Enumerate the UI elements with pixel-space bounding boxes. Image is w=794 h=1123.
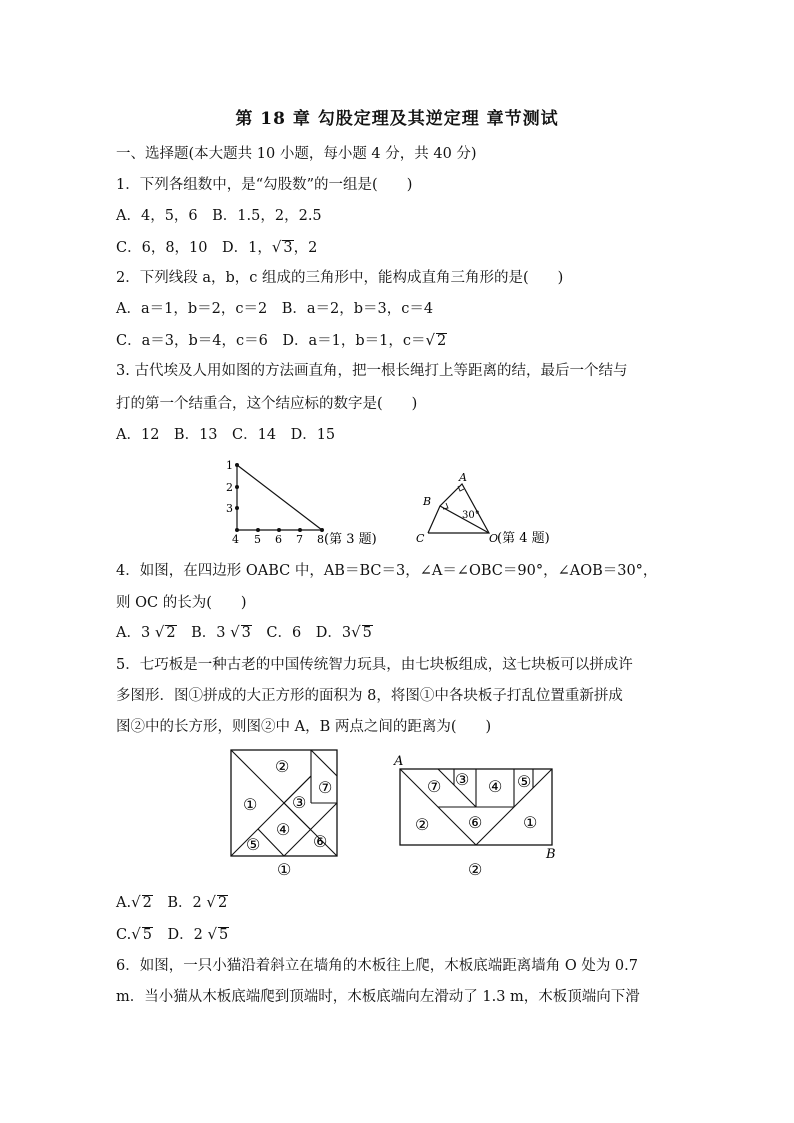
question-2-options-ab: A．a＝1，b＝2，c＝2 B．a＝2，b＝3，c＝4 bbox=[116, 301, 434, 317]
sqrt-sign: √ bbox=[131, 925, 141, 943]
q1-radicand: 3 bbox=[283, 240, 293, 256]
question-2-stem: 2．下列线段 a，b，c 组成的三角形中，能构成直角三角形的是( ) bbox=[116, 270, 564, 286]
sqrt-sign: √ bbox=[425, 331, 436, 349]
sqrt-sign: √ bbox=[154, 623, 165, 641]
sqrt-sign: √ bbox=[271, 238, 282, 256]
tangram1-piece-5: ⑤ bbox=[246, 835, 261, 854]
tangram1-piece-6: ⑥ bbox=[313, 832, 328, 851]
tangram1-piece-4: ④ bbox=[276, 820, 291, 839]
question-1-stem: 1．下列各组数中，是“勾股数”的一组是( ) bbox=[116, 177, 413, 193]
fig4-label-c: C bbox=[416, 532, 425, 545]
q2-option-cd-text: C．a＝3，b＝4，c＝6 D．a＝1，b＝1，c＝ bbox=[116, 333, 426, 349]
q5-radicand-d: 5 bbox=[219, 927, 229, 943]
question-1-options-ab: A．4，5，6 B．1.5，2，2.5 bbox=[116, 208, 322, 224]
fig4-label-b: B bbox=[423, 495, 432, 508]
tangram2-point-b: B bbox=[546, 847, 556, 862]
fig4-label-o: O bbox=[489, 532, 499, 545]
section-heading: 一、选择题(本大题共 10 小题，每小题 4 分，共 40 分) bbox=[116, 146, 477, 162]
q4-radicand-a: 2 bbox=[166, 625, 176, 641]
tangram2-piece-6: ⑥ bbox=[468, 813, 483, 832]
q2-radicand: 2 bbox=[437, 333, 447, 349]
tangram2-caption: ② bbox=[468, 860, 483, 879]
question-5-stem-line1: 5．七巧板是一种古老的中国传统智力玩具，由七块板组成，这七块板可以拼成许 bbox=[116, 657, 633, 673]
question-1-options-cd bbox=[116, 237, 317, 258]
fig3-label-2: 2 bbox=[226, 481, 233, 494]
fig3-caption: (第 3 题) bbox=[324, 532, 377, 547]
tangram2-point-a: A bbox=[394, 754, 404, 769]
tangram2-piece-1: ① bbox=[523, 813, 538, 832]
tangram-figure-1 bbox=[229, 748, 344, 878]
q5-option-d: D．2 bbox=[152, 927, 208, 943]
question-4-options bbox=[116, 622, 373, 643]
q4-option-cd: C．6 D．3 bbox=[251, 625, 352, 641]
tangram2-piece-2: ② bbox=[415, 815, 430, 834]
q4-radicand-b: 3 bbox=[241, 625, 251, 641]
fig3-label-7: 7 bbox=[296, 533, 303, 546]
sqrt-sign: √ bbox=[131, 893, 141, 911]
sqrt-sign: √ bbox=[230, 623, 240, 641]
question-3-options: A．12 B．13 C．14 D．15 bbox=[116, 427, 336, 443]
fig3-label-4: 4 bbox=[232, 533, 239, 546]
question-2-options-cd bbox=[116, 330, 447, 351]
fig4-angle-label: 30° bbox=[462, 510, 480, 521]
q5-option-c: C. bbox=[116, 927, 132, 943]
q5-radicand-c: 5 bbox=[142, 927, 152, 943]
tangram1-caption: ① bbox=[277, 860, 292, 879]
q1-option-d-tail: ，2 bbox=[293, 240, 318, 256]
page-title: 第 18 章 勾股定理及其逆定理 章节测试 bbox=[235, 109, 559, 129]
question-4-stem-line1: 4．如图，在四边形 OABC 中，AB＝BC＝3，∠A＝∠OBC＝90°，∠AOB＝30°， bbox=[116, 563, 658, 579]
question-6-stem-line2: m．当小猫从木板底端爬到顶端时，木板底端向左滑动了 1.3 m，木板顶端向下滑 bbox=[116, 989, 640, 1005]
sqrt-sign: √ bbox=[207, 925, 218, 943]
tangram1-piece-2: ② bbox=[275, 757, 290, 776]
fig3-label-5: 5 bbox=[254, 533, 261, 546]
question-5-options-ab bbox=[116, 892, 228, 913]
q5-radicand-b: 2 bbox=[217, 895, 228, 911]
fig3-label-8: 8 bbox=[317, 533, 324, 546]
tangram1-piece-1: ① bbox=[243, 795, 258, 814]
tangram2-piece-4: ④ bbox=[488, 777, 503, 796]
q5-option-b: B．2 bbox=[152, 895, 207, 911]
tangram1-piece-3: ③ bbox=[292, 793, 307, 812]
question-6-stem-line1: 6．如图，一只小猫沿着斜立在墙角的木板往上爬，木板底端距离墙角 O 处为 0.7 bbox=[116, 958, 638, 974]
fig3-label-1: 1 bbox=[226, 459, 233, 472]
fig3-label-6: 6 bbox=[275, 533, 282, 546]
q4-radicand-d: 5 bbox=[362, 625, 372, 641]
question-5-stem-line3: 图②中的长方形，则图②中 A，B 两点之间的距离为( ) bbox=[116, 719, 492, 735]
sqrt-sign: √ bbox=[206, 893, 216, 911]
fig3-label-3: 3 bbox=[226, 502, 233, 515]
fig4-caption: (第 4 题) bbox=[497, 531, 550, 546]
sqrt-sign: √ bbox=[351, 623, 361, 641]
question-3-stem-line2: 打的第一个结重合，这个结应标的数字是( ) bbox=[116, 396, 418, 412]
question-5-options-cd bbox=[116, 924, 229, 945]
q4-option-a: A．3 bbox=[116, 625, 155, 641]
tangram-figure-2 bbox=[392, 752, 567, 880]
tangram1-piece-7: ⑦ bbox=[318, 778, 333, 797]
q5-option-a: A. bbox=[116, 895, 132, 911]
figure-3-rope-triangle bbox=[220, 455, 390, 550]
question-3-stem-line1: 3. 古代埃及人用如图的方法画直角，把一根长绳打上等距离的结，最后一个结与 bbox=[116, 363, 628, 379]
q5-radicand-a: 2 bbox=[142, 895, 152, 911]
tangram2-piece-7: ⑦ bbox=[427, 777, 442, 796]
question-5-stem-line2: 多图形．图①拼成的大正方形的面积为 8，将图①中各块板子打乱位置重新拼成 bbox=[116, 688, 623, 704]
fig4-label-a: A bbox=[459, 471, 467, 484]
question-4-stem-line2: 则 OC 的长为( ) bbox=[116, 595, 247, 611]
q4-option-b: B．3 bbox=[176, 625, 231, 641]
q1-option-cd-text: C．6，8，10 D．1， bbox=[116, 240, 272, 256]
tangram2-piece-5: ⑤ bbox=[517, 772, 532, 791]
figure-4-quadrilateral bbox=[410, 470, 570, 550]
tangram2-piece-3: ③ bbox=[455, 770, 470, 789]
